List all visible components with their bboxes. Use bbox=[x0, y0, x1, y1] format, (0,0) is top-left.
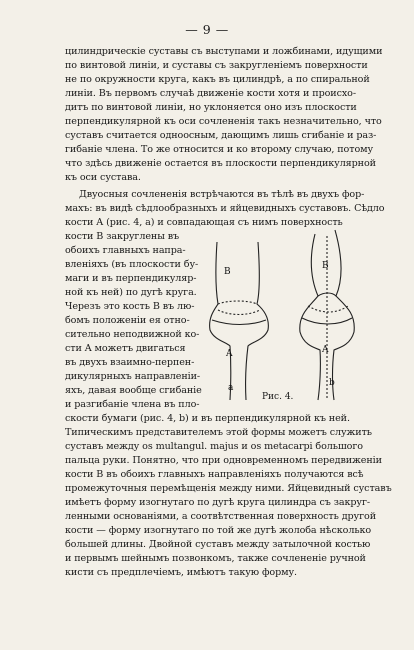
text-line: имѣетъ форму изогнутаго по дугѣ круга цилиндра съ закруг- bbox=[65, 497, 371, 508]
text-line: вленіяхъ (въ плоскости бу- bbox=[65, 259, 199, 270]
text-line: суставъ считается одноосным, дающимъ лишь сгибаніе и раз- bbox=[65, 130, 377, 141]
text-line: въ двухъ взаимно-перпен- bbox=[65, 357, 195, 368]
text-line: линіи. Въ первомъ случаѣ движеніе кости хотя и происхо- bbox=[65, 88, 357, 99]
text-line: промежуточныя перемѣщенія между ними. Яйцевидный суставъ bbox=[65, 483, 392, 494]
text-line: что здѣсь движеніе остается въ плоскости перпендикулярной bbox=[65, 158, 376, 169]
text-line: суставъ между os multangul. majus и os metacarpi большого bbox=[65, 441, 363, 452]
text-line: скости бумаги (рис. 4, b) и въ перпендикулярной къ ней. bbox=[65, 413, 350, 424]
figure-label-A-left: A bbox=[226, 349, 233, 359]
text-line: маги и въ перпендикуляр- bbox=[65, 273, 197, 284]
text-line: ленными основаніями, а соотвѣтственная поверхность другой bbox=[65, 511, 376, 522]
figure-label-A-right: A bbox=[322, 345, 329, 355]
figure-label-a-left: a bbox=[228, 383, 234, 393]
text-line: къ оси сустава. bbox=[65, 172, 141, 183]
page-number: — 9 — bbox=[185, 22, 229, 37]
text-line: пальца руки. Понятно, что при одновременномъ передвиженіи bbox=[65, 455, 382, 466]
figure-joint-diagram bbox=[200, 222, 370, 402]
text-line: цилиндрическіе суставы съ выступами и ложбинами, идущими bbox=[65, 46, 383, 57]
figure-label-B-left: B bbox=[224, 267, 231, 277]
figure-caption: Рис. 4. bbox=[262, 392, 294, 402]
text-line: гибаніе члена. То же относится и ко второму случаю, потому bbox=[65, 144, 374, 155]
text-line: кости — форму изогнутаго по той же дугѣ жолоба нѣсколько bbox=[65, 525, 372, 536]
text-line: перпендикулярной къ оси сочлененія такъ незначительно, что bbox=[65, 116, 382, 127]
text-line: кости B закруглены въ bbox=[65, 231, 180, 242]
text-line: кости B въ обоихъ главныхъ направленіяхъ получаются всѣ bbox=[65, 469, 364, 480]
text-line: ной къ ней) по дугѣ круга. bbox=[65, 287, 197, 298]
text-line: яхъ, давая вообще сгибаніе bbox=[65, 385, 202, 396]
text-line: и первымъ шейнымъ позвонкомъ, также сочлененіе ручной bbox=[65, 553, 366, 564]
text-line: по винтовой линіи, и суставы съ закругленіемъ поверхности bbox=[65, 60, 368, 71]
text-line: не по окружности круга, какъ въ цилиндрѣ, а по спиральной bbox=[65, 74, 370, 85]
joint-b-illustration bbox=[300, 230, 354, 400]
text-line: бомъ положеніи ея отно- bbox=[65, 315, 190, 326]
text-line: Типическимъ представителемъ этой формы можетъ служить bbox=[65, 427, 372, 438]
text-line: и разгибаніе члена въ пло- bbox=[65, 399, 200, 410]
text-line: Черезъ это кость B въ лю- bbox=[65, 301, 195, 312]
text-line: Двуосныя сочлененія встрѣчаются въ тѣлѣ въ двухъ фор- bbox=[79, 189, 365, 200]
text-line: дитъ по винтовой линіи, но уклоняется оно изъ плоскости bbox=[65, 102, 357, 113]
text-line: большей длины. Двойной суставъ между затылочной костью bbox=[65, 539, 371, 550]
text-line: сительно неподвижной ко- bbox=[65, 329, 200, 340]
figure-label-B-right: B bbox=[322, 261, 329, 271]
text-line: махъ: въ видѣ сѣдлообразныхъ и яйцевидныхъ суставовъ. Сѣдло bbox=[65, 203, 385, 214]
text-line: обоихъ главныхъ напра- bbox=[65, 245, 186, 256]
text-line: сти A можетъ двигаться bbox=[65, 343, 186, 354]
joint-a-illustration bbox=[210, 242, 269, 400]
figure-label-b-right: b bbox=[329, 378, 335, 388]
text-line: дикулярныхъ направленіи- bbox=[65, 371, 201, 382]
text-line: кисти съ предплечіемъ, имѣютъ такую форму. bbox=[65, 567, 297, 578]
text-line: кости A (рис. 4, a) и совпадающая съ нимъ поверхность bbox=[65, 217, 343, 228]
